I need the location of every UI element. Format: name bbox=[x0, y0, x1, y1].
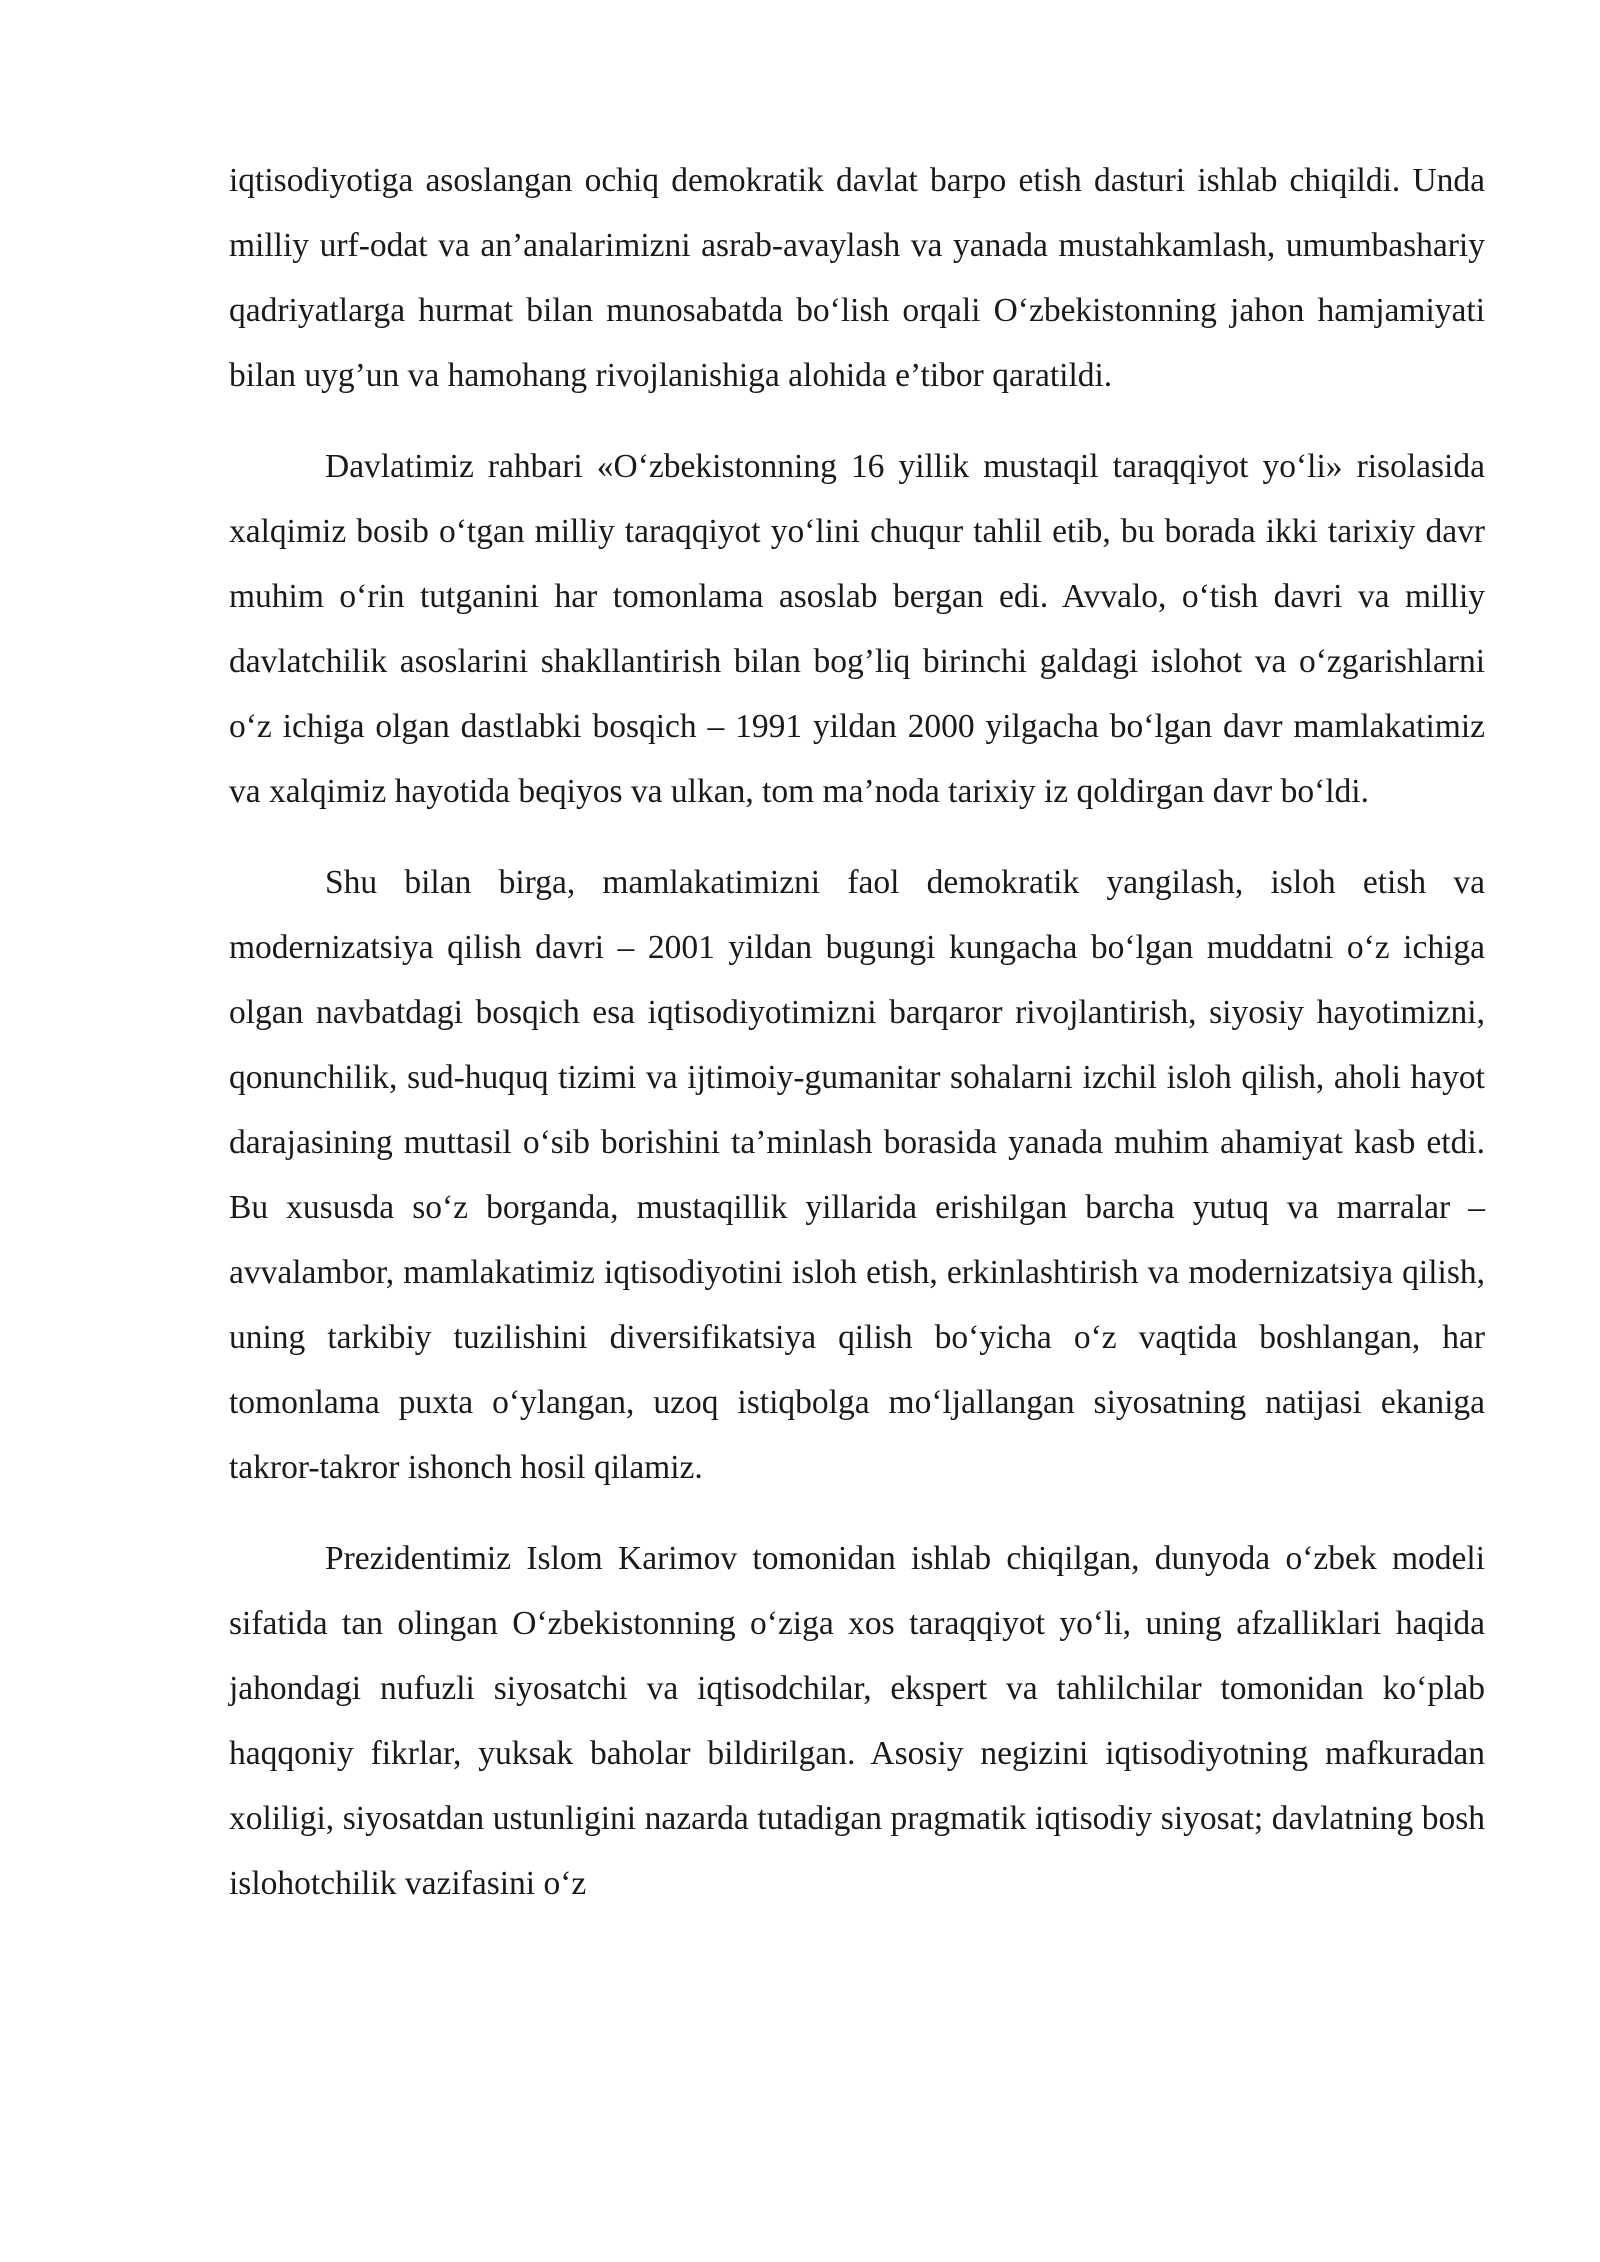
document-body bbox=[229, 148, 1485, 1942]
paragraph-2: Davlatimiz rahbari «O‘zbekistonning 16 yillik mustaqil taraqqiyot yo‘li» risolasida xalqimiz bosib o‘tgan milliy taraqqiyot yo‘lini chuqur tahlil etib, bu borada ikki tarixiy davr muhim o‘rin tutganini har tomonlama asoslab bergan edi. Avvalo, o‘tish davri va milliy davlatchilik asoslarini shakllantirish bilan bog’liq birinchi galdagi islohot va o‘zgarishlarni o‘z ichiga olgan dastlabki bosqich – 1991 yildan 2000 yilgacha bo‘lgan davr mamlakatimiz va xalqimiz hayotida beqiyos va ulkan, tom ma’noda tarixiy iz qoldirgan davr bo‘ldi. bbox=[229, 448, 1485, 810]
paragraph-3: Shu bilan birga, mamlakatimizni faol demokratik yangilash, isloh etish va modernizatsiya qilish davri – 2001 yildan bugungi kungacha bo‘lgan muddatni o‘z ichiga olgan navbatdagi bosqich esa iqtisodiyotimizni barqaror rivojlantirish, siyosiy hayotimizni, qonunchilik, sud-huquq tizimi va ijtimoiy-gumanitar sohalarni izchil isloh qilish, aholi hayot darajasining muttasil o‘sib borishini ta’minlash borasida yanada muhim ahamiyat kasb etdi. Bu xususda so‘z borganda, mustaqillik yillarida erishilgan barcha yutuq va marralar – avvalambor, mamlakatimiz iqtisodiyotini isloh etish, erkinlashtirish va modernizatsiya qilish, uning tarkibiy tuzilishini diversifikatsiya qilish bo‘yicha o‘z vaqtida boshlangan, har tomonlama puxta o‘ylangan, uzoq istiqbolga mo‘ljallangan siyosatning natijasi ekaniga takror-takror ishonch hosil qilamiz. bbox=[229, 864, 1485, 1486]
paragraph-1: iqtisodiyotiga asoslangan ochiq demokratik davlat barpo etish dasturi ishlab chiqildi. Unda milliy urf-odat va an’analarimizni asrab-avaylash va yanada mustahkamlash, umumbashariy qadriyatlarga hurmat bilan munosabatda bo‘lish orqali O‘zbekistonning jahon hamjamiyati bilan uyg’un va hamohang rivojlanishiga alohida e’tibor qaratildi. bbox=[229, 162, 1485, 394]
paragraph-4: Prezidentimiz Islom Karimov tomonidan ishlab chiqilgan, dunyoda o‘zbek modeli sifatida tan olingan O‘zbekistonning o‘ziga xos taraqqiyot yo‘li, uning afzalliklari haqida jahondagi nufuzli siyosatchi va iqtisodchilar, ekspert va tahlilchilar tomonidan ko‘plab haqqoniy fikrlar, yuksak baholar bildirilgan. Asosiy negizini iqtisodiyotning mafkuradan xoliligi, siyosatdan ustunligini nazarda tutadigan pragmatik iqtisodiy siyosat; davlatning bosh islohotchilik vazifasini o‘z bbox=[229, 1540, 1485, 1902]
